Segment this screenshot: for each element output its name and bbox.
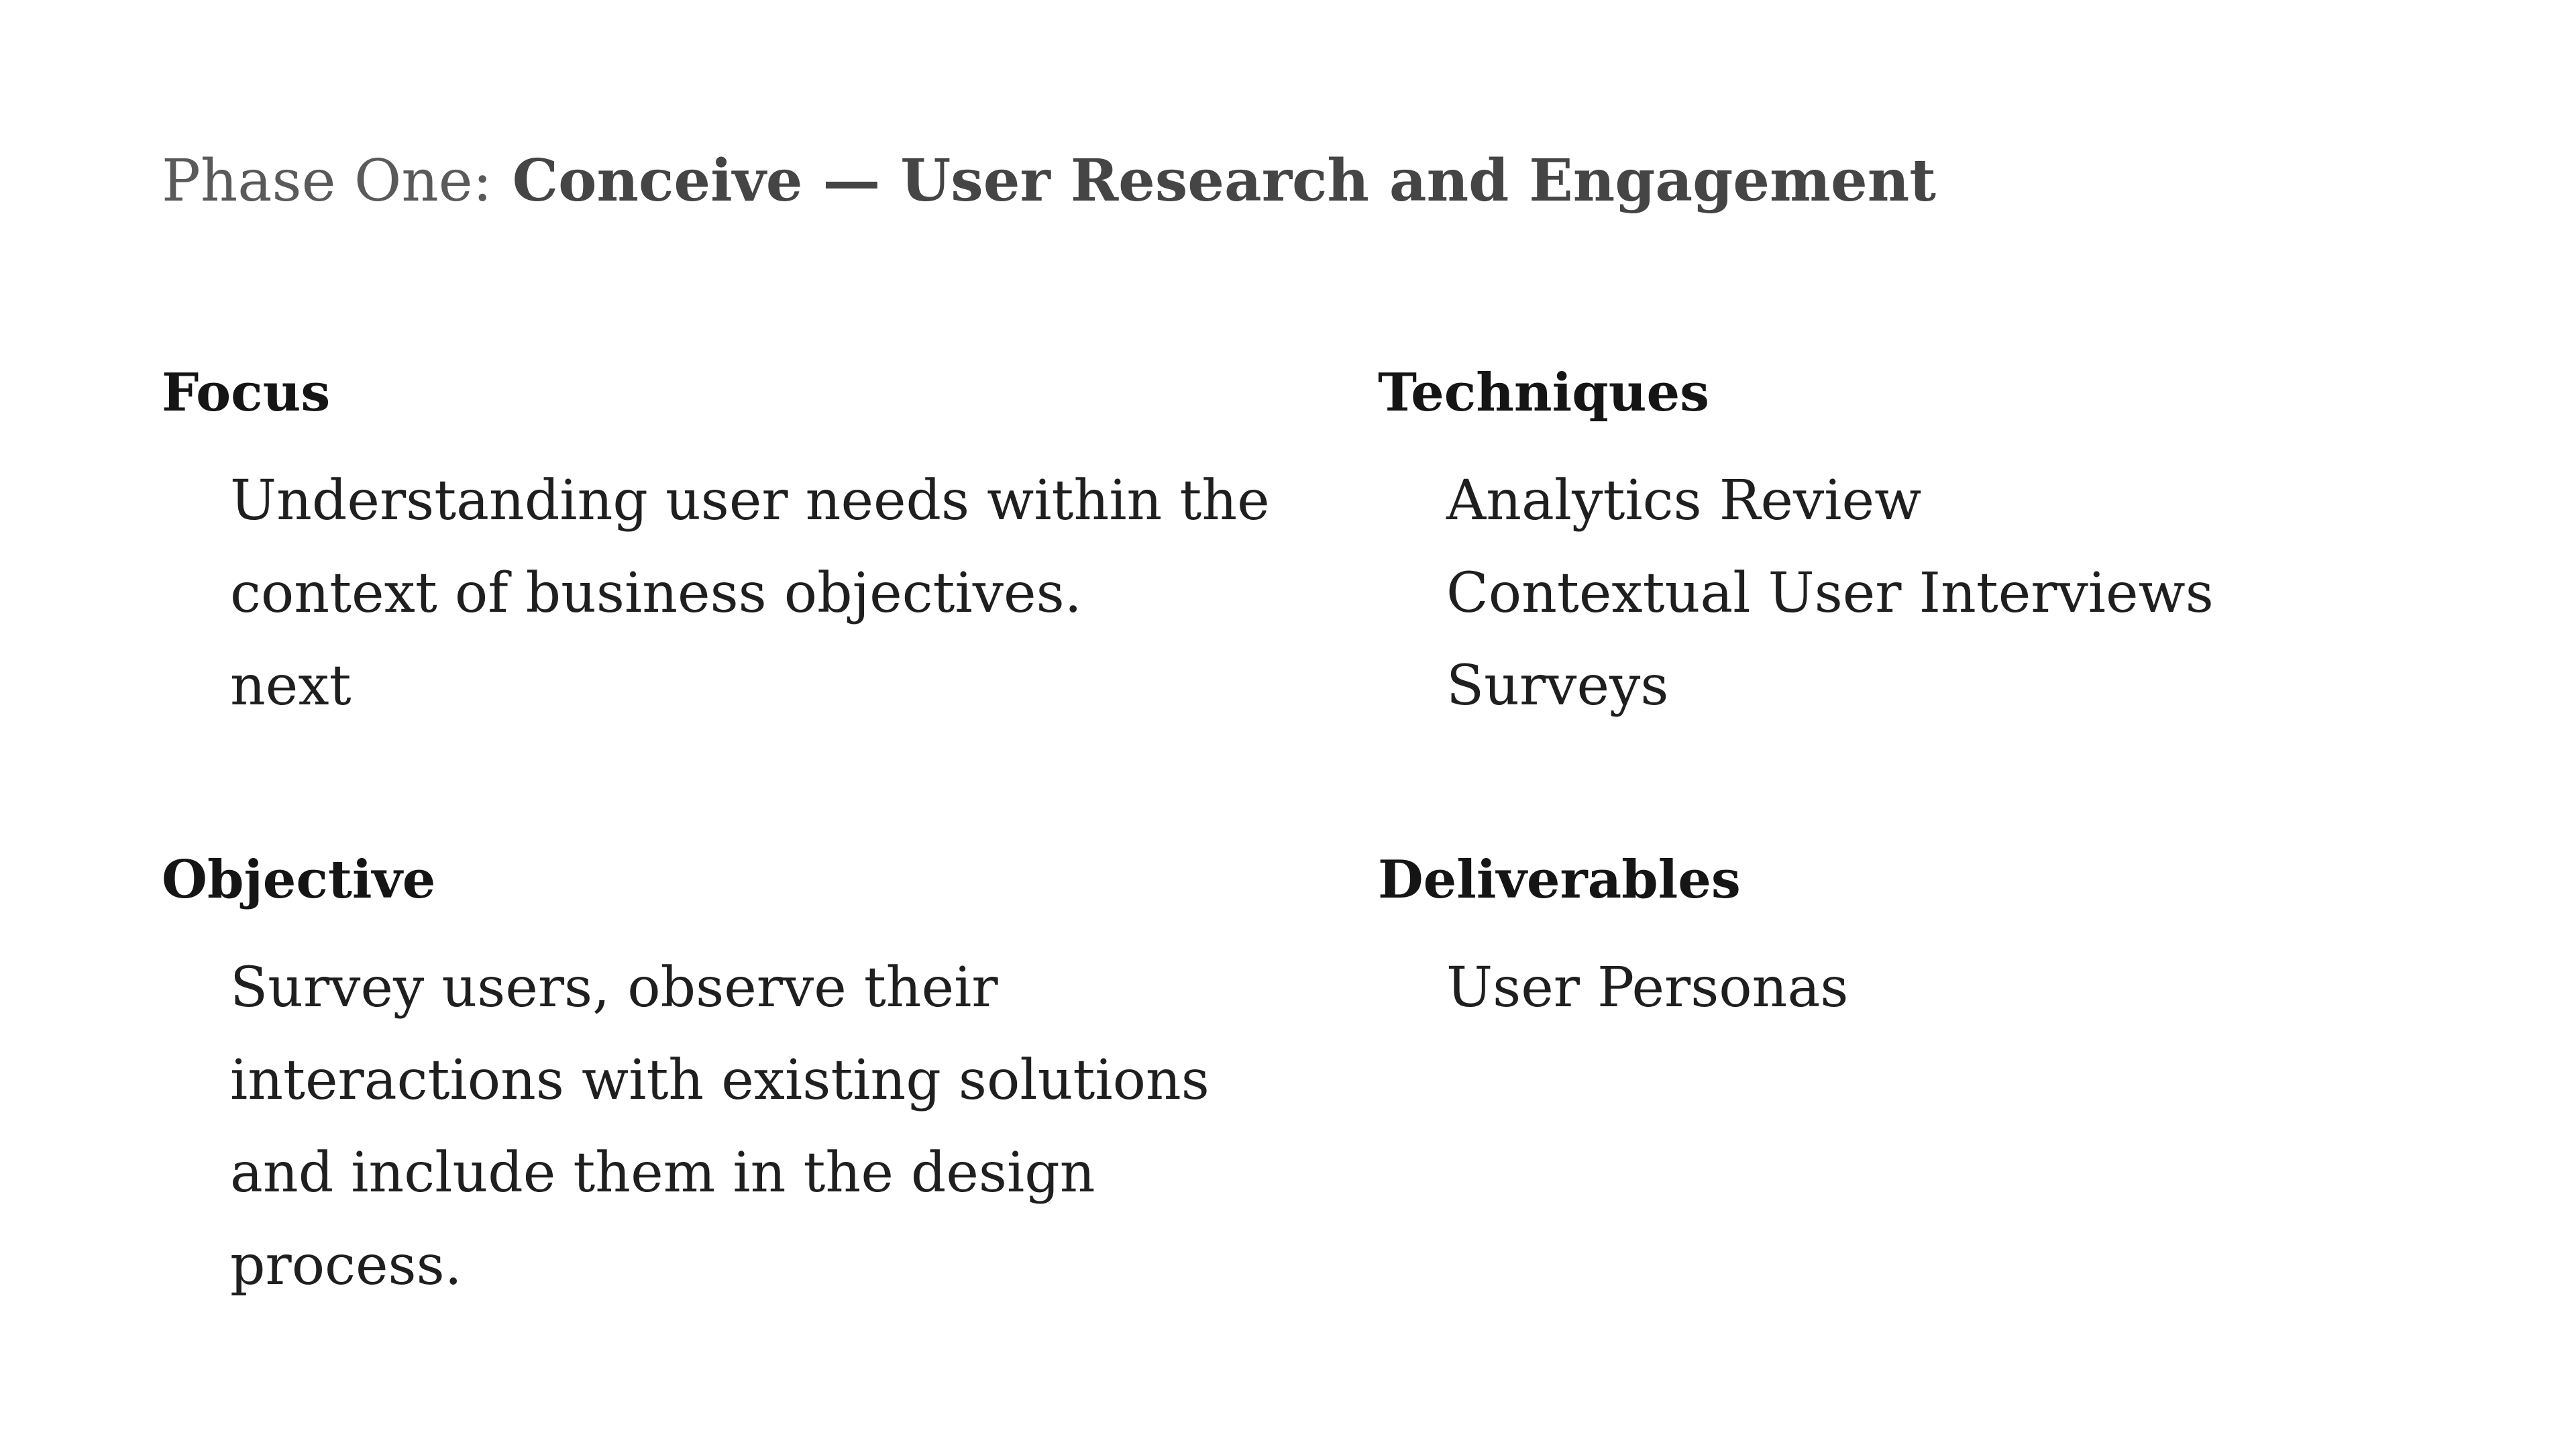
objective-line: and include them in the design xyxy=(230,1141,1095,1205)
technique-item: Surveys xyxy=(1446,654,1669,718)
techniques-list xyxy=(1378,455,2518,733)
focus-line: Understanding user needs within the xyxy=(230,469,1270,533)
objective-section xyxy=(162,847,1302,1312)
deliverable-item: User Personas xyxy=(1446,956,1849,1020)
deliverables-section xyxy=(1378,847,2518,1034)
objective-body xyxy=(162,942,1302,1312)
technique-item: Contextual User Interviews xyxy=(1446,561,2214,625)
focus-body xyxy=(162,455,1302,733)
title-main: Conceive — User Research and Engagement xyxy=(512,147,1936,215)
techniques-heading: Techniques xyxy=(1378,362,1710,423)
objective-line: process. xyxy=(230,1234,462,1297)
focus-heading: Focus xyxy=(162,362,331,423)
objective-line: interactions with existing solutions xyxy=(230,1049,1210,1112)
deliverables-list xyxy=(1378,942,2518,1034)
technique-item: Analytics Review xyxy=(1446,469,1922,533)
focus-section xyxy=(162,360,1302,733)
title-prefix: Phase One: xyxy=(162,148,492,215)
objective-heading: Objective xyxy=(162,849,436,910)
focus-line: context of business objectives. xyxy=(230,561,1082,625)
deliverables-heading: Deliverables xyxy=(1378,849,1741,910)
techniques-section xyxy=(1378,360,2518,733)
objective-line: Survey users, observe their xyxy=(230,956,998,1020)
slide-title xyxy=(162,141,1936,221)
focus-next-link[interactable]: next xyxy=(230,654,352,718)
